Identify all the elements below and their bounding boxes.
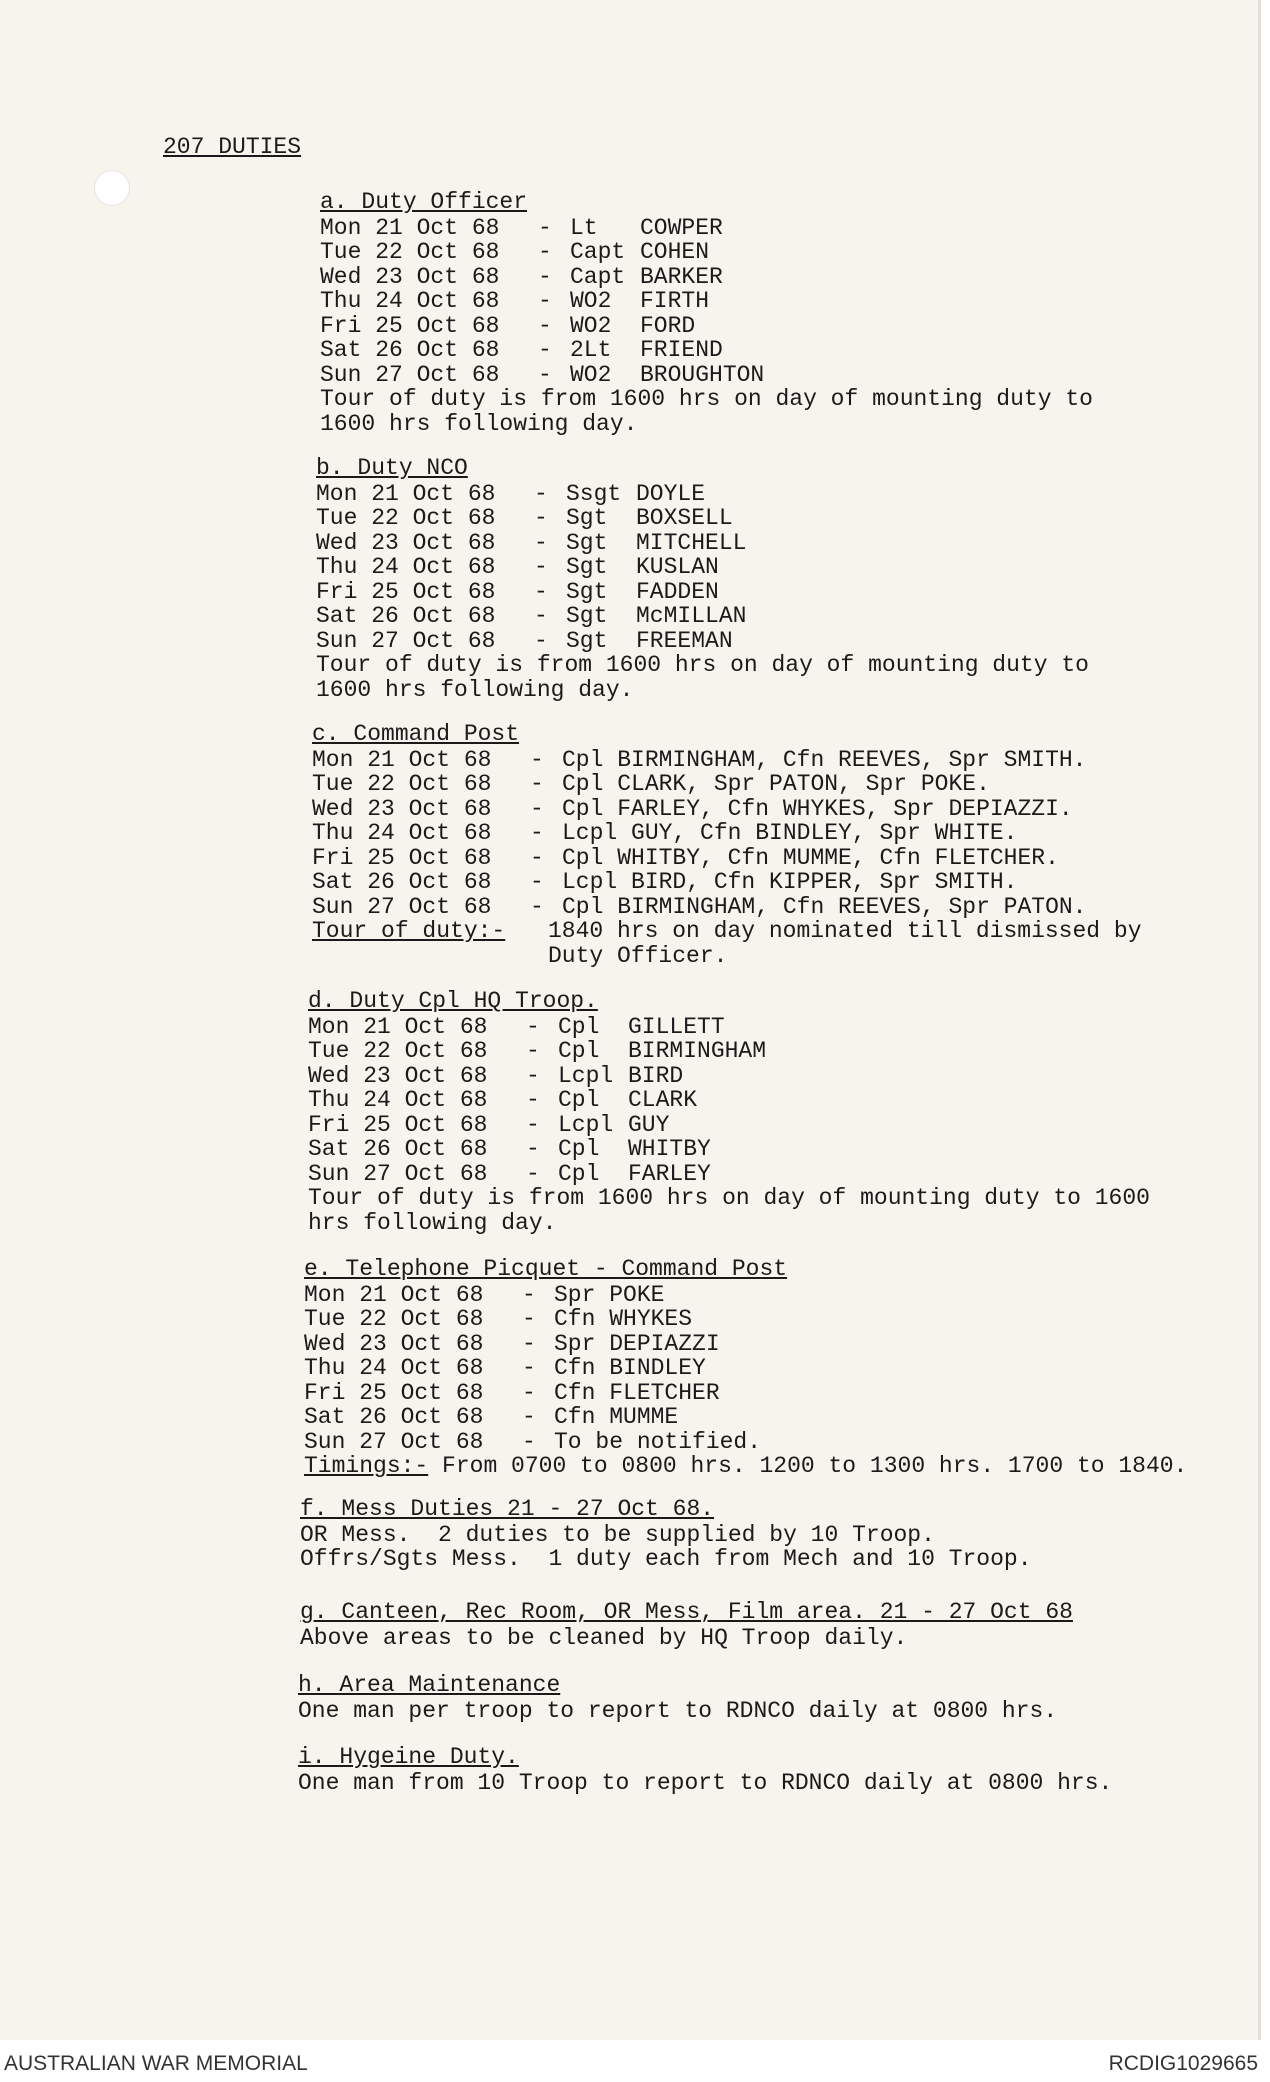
page-heading: 207 DUTIES xyxy=(163,134,302,160)
duty-rank: Sgt xyxy=(566,554,608,580)
duty-date: Mon 21 Oct 68 xyxy=(304,1281,484,1308)
dash: - xyxy=(534,529,548,556)
tour-label: Tour of duty:- xyxy=(312,918,506,944)
list-item xyxy=(304,1405,1187,1430)
dash: - xyxy=(534,603,548,629)
dash: - xyxy=(526,1013,540,1040)
hygeine-line: One man from 10 Troop to report to RDNCO daily at 0800 hrs. xyxy=(298,1769,1113,1796)
section-duty-cpl xyxy=(308,989,1150,1235)
tour-note: Tour of duty is from 1600 hrs on day of mounting duty to xyxy=(320,386,1093,412)
duty-date: Mon 21 Oct 68 xyxy=(312,746,492,773)
duty-date: Sat 26 Oct 68 xyxy=(316,603,496,629)
tour-note: 1600 hrs following day. xyxy=(316,676,634,703)
duty-name: BROUGHTON xyxy=(640,361,765,388)
duty-date: Wed 23 Oct 68 xyxy=(320,263,500,290)
duty-date: Thu 24 Oct 68 xyxy=(308,1087,488,1113)
duty-rank: Lcpl xyxy=(558,1111,614,1138)
dash: - xyxy=(522,1281,536,1308)
duty-date: Sat 26 Oct 68 xyxy=(304,1404,484,1430)
duty-personnel: Spr POKE xyxy=(554,1281,665,1308)
duty-name: GILLETT xyxy=(628,1013,725,1040)
duty-date: Sat 26 Oct 68 xyxy=(312,869,492,895)
archive-id: RCDIG1029665 xyxy=(1108,2052,1258,2075)
list-item xyxy=(312,772,1142,797)
duty-rank: WO2 xyxy=(570,288,612,314)
dash: - xyxy=(534,554,548,580)
duty-name: FREEMAN xyxy=(636,627,733,654)
duty-name: KUSLAN xyxy=(636,554,719,580)
list-item xyxy=(312,846,1142,871)
dash: - xyxy=(538,263,552,290)
duty-personnel: Lcpl GUY, Cfn BINDLEY, Spr WHITE. xyxy=(562,820,1018,846)
section-duty-nco xyxy=(316,456,1089,702)
list-item xyxy=(304,1430,1187,1455)
list-item xyxy=(316,629,1089,654)
duty-date: Mon 21 Oct 68 xyxy=(316,480,496,507)
list-item xyxy=(312,797,1142,822)
dash: - xyxy=(530,746,544,773)
list-item xyxy=(304,1381,1187,1406)
duty-name: COHEN xyxy=(640,239,710,265)
dash: - xyxy=(522,1404,536,1430)
section-duty-officer xyxy=(320,190,1093,436)
section-title: c. Command Post xyxy=(312,721,520,747)
duty-date: Fri 25 Oct 68 xyxy=(320,312,500,339)
duty-list xyxy=(304,1283,1187,1455)
duty-name: FORD xyxy=(640,312,696,339)
tour-note: Tour of duty is from 1600 hrs on day of mounting duty to 1600 xyxy=(308,1185,1150,1211)
duty-date: Tue 22 Oct 68 xyxy=(308,1038,488,1064)
duty-date: Fri 25 Oct 68 xyxy=(308,1111,488,1138)
duty-personnel: Cfn BINDLEY xyxy=(554,1355,706,1381)
duty-personnel: Cfn WHYKES xyxy=(554,1306,693,1332)
section-mess-duties xyxy=(300,1497,1032,1572)
tour-line: Duty Officer. xyxy=(548,942,728,969)
section-hygeine-duty xyxy=(298,1745,1112,1795)
area-line: One man per troop to report to RDNCO daily at 0800 hrs. xyxy=(298,1697,1058,1724)
duty-date: Sun 27 Oct 68 xyxy=(320,361,500,388)
duty-rank: Cpl xyxy=(558,1038,600,1064)
list-item xyxy=(308,1064,1150,1089)
list-item xyxy=(308,1039,1150,1064)
duty-personnel: Cpl FARLEY, Cfn WHYKES, Spr DEPIAZZI. xyxy=(562,795,1073,822)
section-canteen xyxy=(300,1600,1073,1650)
duty-rank: Lt xyxy=(570,214,598,241)
list-item xyxy=(316,555,1089,580)
section-title: a. Duty Officer xyxy=(320,189,528,215)
section-command-post xyxy=(312,722,1142,968)
duty-list xyxy=(316,482,1089,654)
duty-date: Tue 22 Oct 68 xyxy=(304,1306,484,1332)
dash: - xyxy=(534,627,548,654)
duty-personnel: Cfn MUMME xyxy=(554,1404,679,1430)
duty-date: Wed 23 Oct 68 xyxy=(312,795,492,822)
duty-rank: Capt xyxy=(570,239,626,265)
dash: - xyxy=(530,844,544,871)
duty-rank: Sgt xyxy=(566,529,608,556)
duty-rank: Lcpl xyxy=(558,1062,614,1089)
dash: - xyxy=(530,893,544,920)
list-item xyxy=(308,1113,1150,1138)
archive-footer xyxy=(0,2044,1270,2082)
duty-date: Wed 23 Oct 68 xyxy=(304,1330,484,1357)
timings-label: Timings:- xyxy=(304,1453,429,1479)
list-item xyxy=(320,216,1093,241)
duty-rank: WO2 xyxy=(570,312,612,339)
duty-date: Mon 21 Oct 68 xyxy=(308,1013,488,1040)
duty-date: Thu 24 Oct 68 xyxy=(316,554,496,580)
duty-date: Fri 25 Oct 68 xyxy=(312,844,492,871)
duty-rank: Cpl xyxy=(558,1136,600,1162)
list-item xyxy=(312,895,1142,920)
duty-personnel: Cpl CLARK, Spr PATON, Spr POKE. xyxy=(562,771,990,797)
dash: - xyxy=(526,1038,540,1064)
duty-name: MITCHELL xyxy=(636,529,747,556)
duty-name: BARKER xyxy=(640,263,723,290)
section-title: f. Mess Duties 21 - 27 Oct 68. xyxy=(300,1496,715,1522)
dash: - xyxy=(522,1428,536,1455)
duty-date: Fri 25 Oct 68 xyxy=(316,578,496,605)
duty-date: Sun 27 Oct 68 xyxy=(316,627,496,654)
duty-date: Wed 23 Oct 68 xyxy=(316,529,496,556)
list-item xyxy=(320,265,1093,290)
list-item xyxy=(320,289,1093,314)
duty-rank: Cpl xyxy=(558,1160,600,1187)
dash: - xyxy=(530,771,544,797)
duty-name: FARLEY xyxy=(628,1160,711,1187)
dash: - xyxy=(538,288,552,314)
duty-date: Sun 27 Oct 68 xyxy=(312,893,492,920)
duty-date: Mon 21 Oct 68 xyxy=(320,214,500,241)
dash: - xyxy=(534,480,548,507)
duty-date: Tue 22 Oct 68 xyxy=(312,771,492,797)
list-item xyxy=(304,1283,1187,1308)
duty-personnel: Cpl WHITBY, Cfn MUMME, Cfn FLETCHER. xyxy=(562,844,1059,871)
archive-name: AUSTRALIAN WAR MEMORIAL xyxy=(4,2052,308,2075)
section-telephone-picquet xyxy=(304,1257,1187,1479)
list-item xyxy=(304,1307,1187,1332)
list-item xyxy=(316,482,1089,507)
canteen-line: Above areas to be cleaned by HQ Troop daily. xyxy=(300,1624,908,1651)
dash: - xyxy=(534,505,548,531)
duty-name: BIRD xyxy=(628,1062,684,1089)
section-title: i. Hygeine Duty. xyxy=(298,1744,519,1770)
dash: - xyxy=(526,1136,540,1162)
list-item xyxy=(316,531,1089,556)
dash: - xyxy=(530,795,544,822)
duty-personnel: Cpl BIRMINGHAM, Cfn REEVES, Spr SMITH. xyxy=(562,746,1087,773)
duty-personnel: Lcpl BIRD, Cfn KIPPER, Spr SMITH. xyxy=(562,869,1018,895)
duty-name: FADDEN xyxy=(636,578,719,605)
duty-list xyxy=(312,748,1142,920)
section-title: g. Canteen, Rec Room, OR Mess, Film area. 21 - 27 Oct 68 xyxy=(300,1599,1073,1625)
list-item xyxy=(312,870,1142,895)
tour-of-duty xyxy=(312,919,1142,968)
list-item xyxy=(308,1088,1150,1113)
duty-date: Sat 26 Oct 68 xyxy=(308,1136,488,1162)
mess-line: Offrs/Sgts Mess. 1 duty each from Mech and 10 Troop. xyxy=(300,1546,1032,1572)
duty-list xyxy=(308,1015,1150,1187)
dash: - xyxy=(534,578,548,605)
dash: - xyxy=(526,1062,540,1089)
duty-date: Sat 26 Oct 68 xyxy=(320,337,500,363)
dash: - xyxy=(522,1330,536,1357)
duty-rank: Sgt xyxy=(566,627,608,654)
dash: - xyxy=(522,1355,536,1381)
duty-date: Thu 24 Oct 68 xyxy=(320,288,500,314)
duty-date: Thu 24 Oct 68 xyxy=(304,1355,484,1381)
punch-hole xyxy=(94,170,130,206)
dash: - xyxy=(522,1306,536,1332)
list-item xyxy=(316,580,1089,605)
duty-date: Tue 22 Oct 68 xyxy=(316,505,496,531)
duty-rank: Cpl xyxy=(558,1013,600,1040)
tour-note: 1600 hrs following day. xyxy=(320,410,638,437)
duty-name: BIRMINGHAM xyxy=(628,1038,767,1064)
duty-rank: 2Lt xyxy=(570,337,612,363)
dash: - xyxy=(526,1111,540,1138)
dash: - xyxy=(538,239,552,265)
section-title: h. Area Maintenance xyxy=(298,1672,561,1698)
duty-date: Sun 27 Oct 68 xyxy=(308,1160,488,1187)
duty-personnel: To be notified. xyxy=(554,1428,762,1455)
duty-date: Tue 22 Oct 68 xyxy=(320,239,500,265)
list-item xyxy=(312,748,1142,773)
list-item xyxy=(316,506,1089,531)
duty-personnel: Cpl BIRMINGHAM, Cfn REEVES, Spr PATON. xyxy=(562,893,1087,920)
section-area-maintenance xyxy=(298,1673,1057,1723)
section-title: d. Duty Cpl HQ Troop. xyxy=(308,988,598,1014)
dash: - xyxy=(522,1379,536,1406)
list-item xyxy=(308,1162,1150,1187)
duty-name: WHITBY xyxy=(628,1136,711,1162)
duty-name: GUY xyxy=(628,1111,670,1138)
list-item xyxy=(304,1332,1187,1357)
duty-rank: WO2 xyxy=(570,361,612,388)
section-title: b. Duty NCO xyxy=(316,455,468,481)
tour-text xyxy=(548,919,1142,968)
list-item xyxy=(320,338,1093,363)
list-item xyxy=(320,314,1093,339)
duty-date: Thu 24 Oct 68 xyxy=(312,820,492,846)
duty-date: Fri 25 Oct 68 xyxy=(304,1379,484,1406)
section-title: e. Telephone Picquet - Command Post xyxy=(304,1256,788,1282)
dash: - xyxy=(526,1160,540,1187)
list-item xyxy=(316,604,1089,629)
duty-rank: Sgt xyxy=(566,603,608,629)
duty-list xyxy=(320,216,1093,388)
list-item xyxy=(308,1015,1150,1040)
dash: - xyxy=(538,312,552,339)
duty-name: COWPER xyxy=(640,214,723,241)
list-item xyxy=(304,1356,1187,1381)
duty-rank: Sgt xyxy=(566,505,608,531)
duty-date: Sun 27 Oct 68 xyxy=(304,1428,484,1455)
dash: - xyxy=(538,214,552,241)
duty-rank: Ssgt xyxy=(566,480,622,507)
list-item xyxy=(320,363,1093,388)
duty-name: FIRTH xyxy=(640,288,710,314)
list-item xyxy=(308,1137,1150,1162)
tour-note: Tour of duty is from 1600 hrs on day of mounting duty to xyxy=(316,652,1089,678)
duty-date: Wed 23 Oct 68 xyxy=(308,1062,488,1089)
duty-name: McMILLAN xyxy=(636,603,747,629)
duty-name: BOXSELL xyxy=(636,505,733,531)
dash: - xyxy=(530,869,544,895)
duty-rank: Capt xyxy=(570,263,626,290)
list-item xyxy=(312,821,1142,846)
dash: - xyxy=(526,1087,540,1113)
dash: - xyxy=(538,337,552,363)
timings xyxy=(304,1454,1187,1479)
dash: - xyxy=(538,361,552,388)
tour-note: hrs following day. xyxy=(308,1209,557,1236)
duty-name: DOYLE xyxy=(636,480,706,507)
duty-rank: Cpl xyxy=(558,1087,600,1113)
duty-rank: Sgt xyxy=(566,578,608,605)
timings-text: From 0700 to 0800 hrs. 1200 to 1300 hrs. 1700 to 1840. xyxy=(428,1453,1188,1479)
duty-personnel: Spr DEPIAZZI xyxy=(554,1330,720,1357)
tour-line: 1840 hrs on day nominated till dismissed by xyxy=(548,918,1142,944)
mess-line: OR Mess. 2 duties to be supplied by 10 Troop. xyxy=(300,1521,935,1548)
duty-name: CLARK xyxy=(628,1087,698,1113)
dash: - xyxy=(530,820,544,846)
list-item xyxy=(320,240,1093,265)
duty-name: FRIEND xyxy=(640,337,723,363)
duty-personnel: Cfn FLETCHER xyxy=(554,1379,720,1406)
